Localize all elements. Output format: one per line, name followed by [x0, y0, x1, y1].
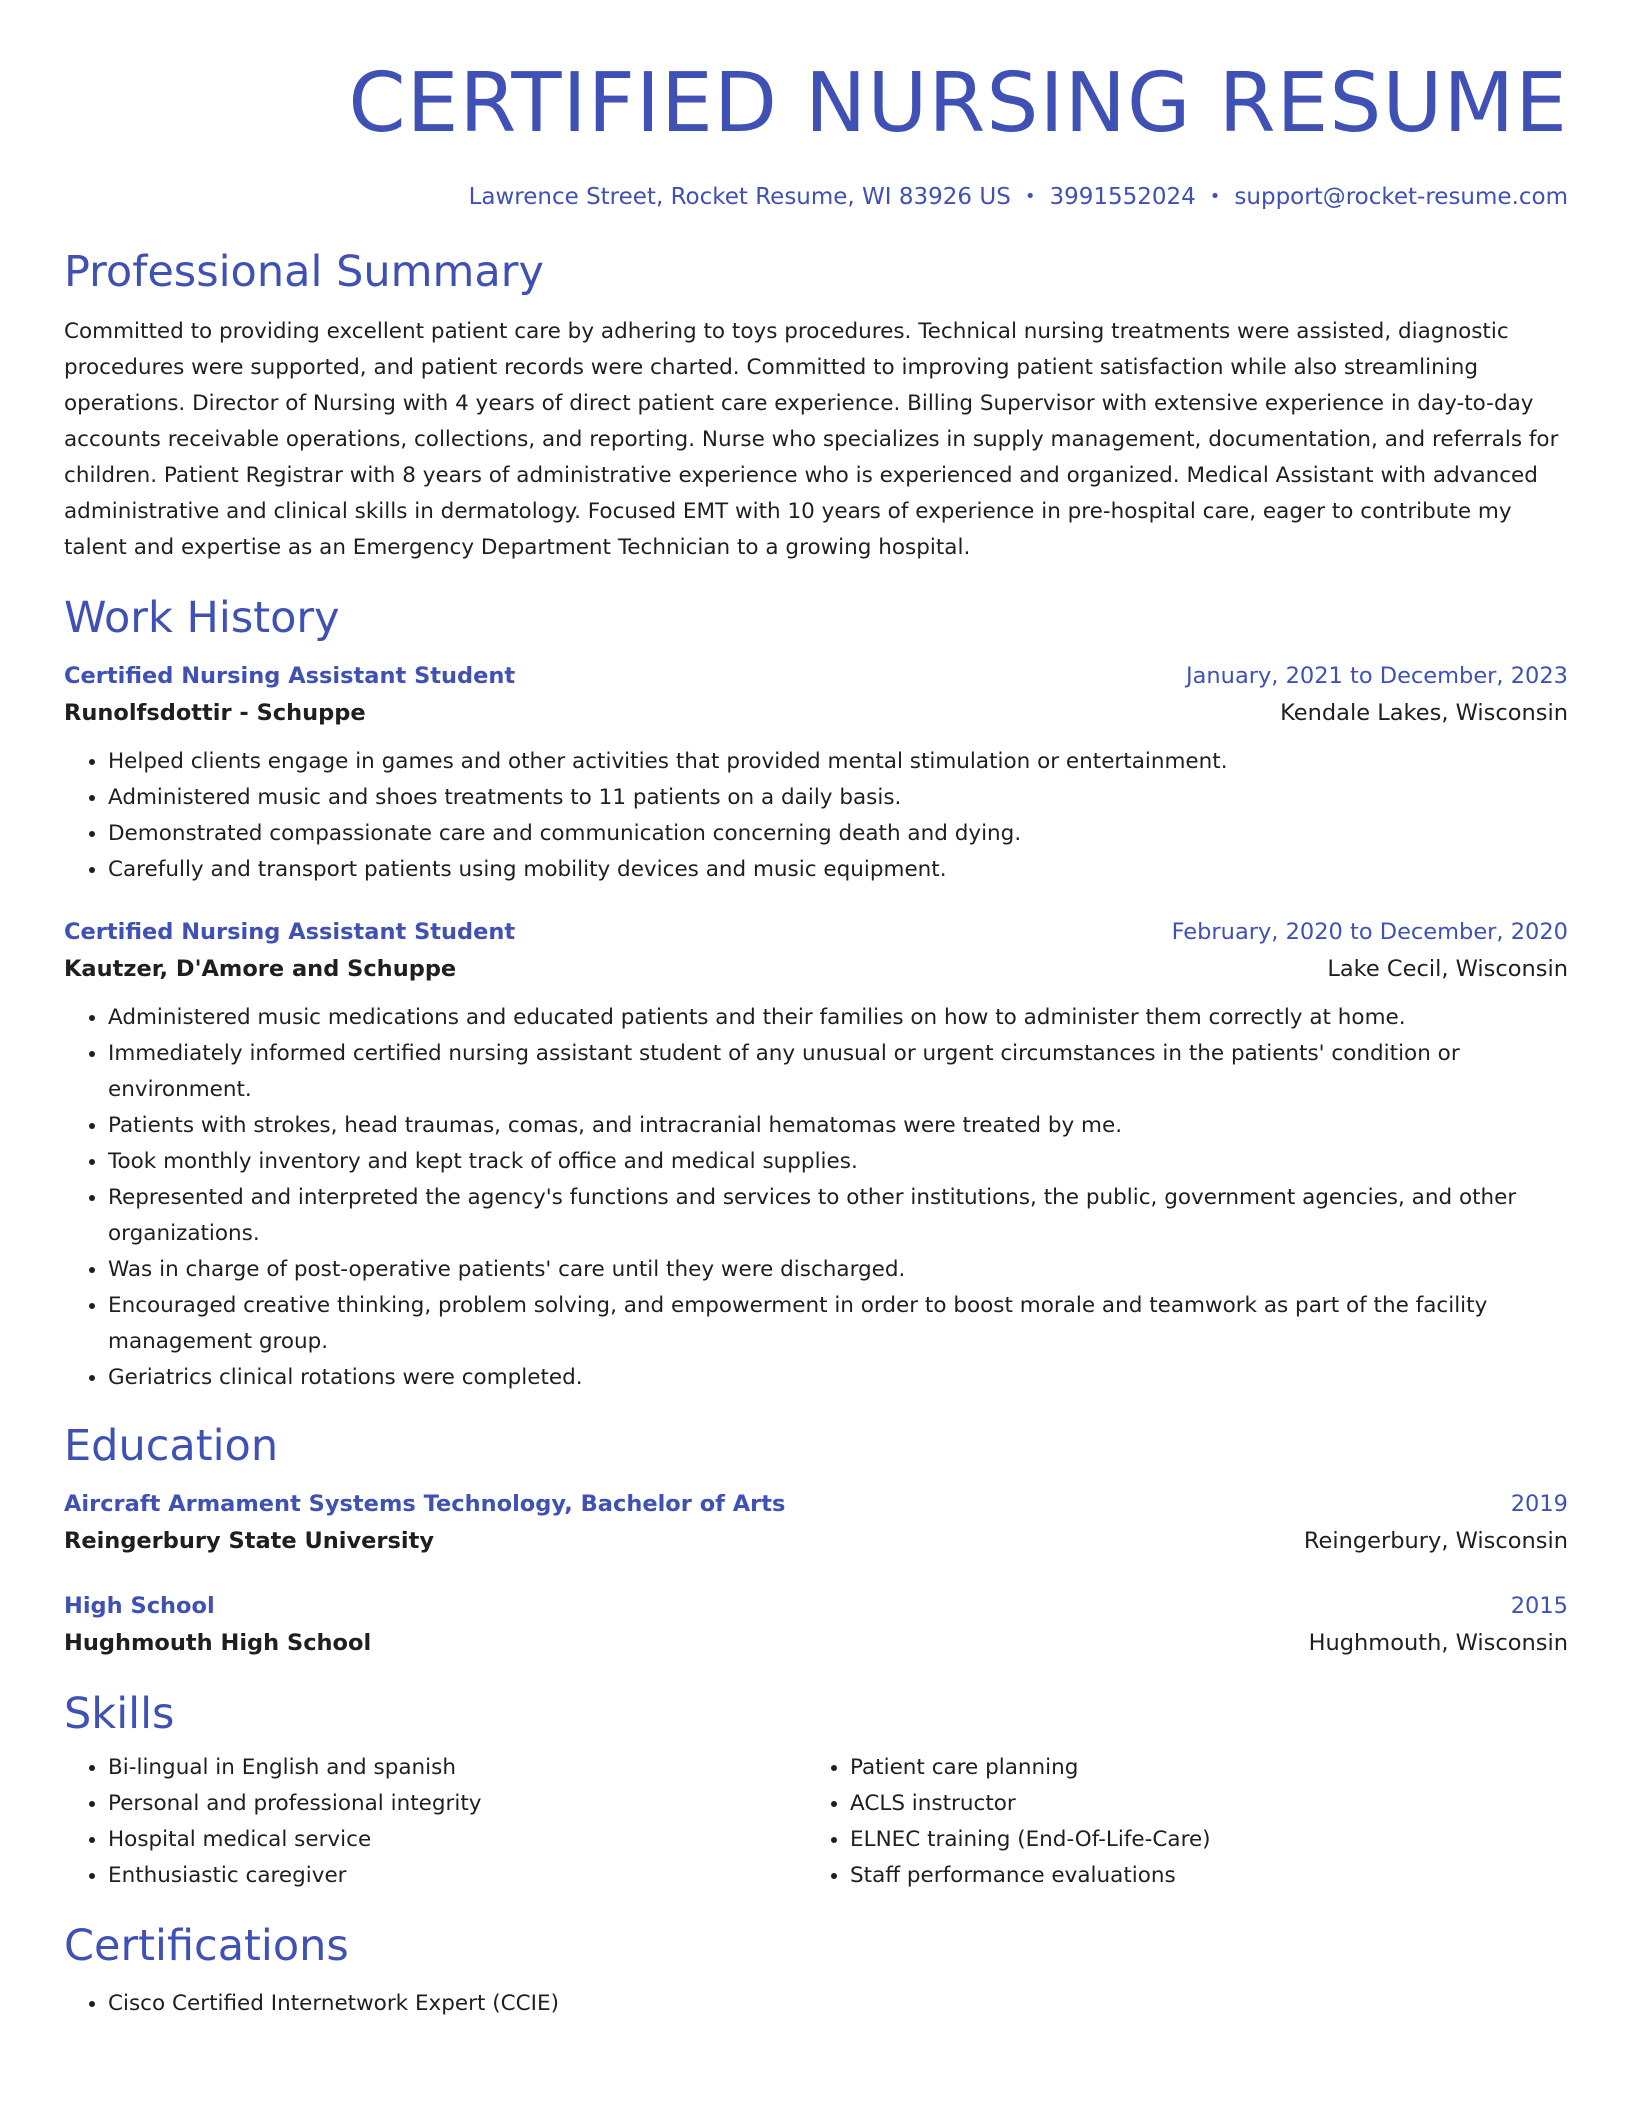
job-company: Runolfsdottir - Schuppe [64, 700, 366, 726]
skill-item: • Hospital medical service [108, 1822, 806, 1858]
skills-list-left [64, 1750, 806, 1894]
job-role: Certified Nursing Assistant Student [64, 663, 516, 689]
work-history-heading: Work History [64, 593, 340, 643]
certification-item: • Cisco Certified Internetwork Expert (CCIE) [108, 1986, 1568, 2022]
job-location: Lake Cecil, Wisconsin [1327, 956, 1568, 982]
education-school: Hughmouth High School [64, 1630, 372, 1656]
job-entry [64, 914, 1568, 1396]
education-header-row [64, 1588, 1568, 1624]
education-year: 2019 [1510, 1491, 1568, 1517]
job-bullet: • Patients with strokes, head traumas, comas, and intracranial hematomas were treated by me. [108, 1108, 1568, 1144]
summary-heading: Professional Summary [64, 247, 544, 297]
skill-item: • Staff performance evaluations [850, 1858, 1548, 1894]
job-bullet: • Took monthly inventory and kept track of office and medical supplies. [108, 1144, 1568, 1180]
education-school-row [64, 1624, 1568, 1662]
job-bullet: • Administered music medications and educated patients and their families on how to administer them correctly at home. [108, 1000, 1568, 1036]
job-dates: February, 2020 to December, 2020 [1171, 919, 1568, 945]
resume-name: CERTIFIED NURSING RESUME [348, 56, 1568, 151]
contact-phone: 3991552024 [1049, 184, 1196, 210]
education-school: Reingerbury State University [64, 1528, 435, 1554]
resume-header [64, 58, 1568, 212]
education-entry [64, 1486, 1568, 1560]
job-header-row [64, 914, 1568, 950]
job-role: Certified Nursing Assistant Student [64, 919, 516, 945]
job-bullet: • Demonstrated compassionate care and communication concerning death and dying. [108, 816, 1568, 852]
job-bullet: • Carefully and transport patients using mobility devices and music equipment. [108, 852, 1568, 888]
education-entry [64, 1588, 1568, 1662]
education-degree: Aircraft Armament Systems Technology, Bachelor of Arts [64, 1491, 786, 1517]
job-bullet: • Geriatrics clinical rotations were completed. [108, 1360, 1568, 1396]
job-dates: January, 2021 to December, 2023 [1186, 663, 1568, 689]
job-bullets [64, 1000, 1568, 1396]
job-company: Kautzer, D'Amore and Schuppe [64, 956, 457, 982]
skill-item: • ELNEC training (End-Of-Life-Care) [850, 1822, 1548, 1858]
contact-address: Lawrence Street, Rocket Resume, WI 83926 US [468, 184, 1011, 210]
job-company-row [64, 950, 1568, 988]
job-bullet: • Was in charge of post-operative patients' care until they were discharged. [108, 1252, 1568, 1288]
skill-item: • ACLS instructor [850, 1786, 1548, 1822]
summary-text: Committed to providing excellent patient care by adhering to toys procedures. Technical nursing treatments were assisted, diagnostic procedures were supported, and patient records were charted. Committed to improving patient satisfaction while also streamlining operations. Director of Nursing with 4 years of direct patient care experience. Billing Supervisor with extensive experience in day-to-day accounts receivable operations, collections, and reporting. Nurse who specializes in supply management, documentation, and referrals for children. Patient Registrar with 8 years of administrative experience who is experienced and organized. Medical Assistant with advanced administrative and clinical skills in dermatology. Focused EMT with 10 years of experience in pre-hospital care, eager to contribute my talent and expertise as an Emergency Department Technician to a growing hospital. [64, 319, 1559, 560]
job-bullets [64, 744, 1568, 888]
education-header-row [64, 1486, 1568, 1522]
education-year: 2015 [1510, 1593, 1568, 1619]
education-location: Hughmouth, Wisconsin [1308, 1630, 1568, 1656]
skills-list-right [806, 1750, 1548, 1894]
contact-separator: • [1024, 186, 1036, 207]
job-bullet: • Represented and interpreted the agency's functions and services to other institutions, the public, government agencies, and other organizations. [108, 1180, 1568, 1252]
job-header-row [64, 658, 1568, 694]
job-company-row [64, 694, 1568, 732]
education-school-row [64, 1522, 1568, 1560]
skills-heading: Skills [64, 1689, 175, 1739]
certifications-heading: Certifications [64, 1921, 349, 1971]
job-bullet: • Administered music and shoes treatments to 11 patients on a daily basis. [108, 780, 1568, 816]
skill-item: • Personal and professional integrity [108, 1786, 806, 1822]
job-entry [64, 658, 1568, 888]
education-location: Reingerbury, Wisconsin [1303, 1528, 1568, 1554]
skills-grid [64, 1750, 1568, 1894]
job-location: Kendale Lakes, Wisconsin [1280, 700, 1568, 726]
certifications-list [64, 1986, 1568, 2022]
skill-item: • Enthusiastic caregiver [108, 1858, 806, 1894]
education-heading: Education [64, 1421, 279, 1471]
contact-separator: • [1209, 186, 1221, 207]
education-degree: High School [64, 1593, 215, 1619]
skill-item: • Patient care planning [850, 1750, 1548, 1786]
job-bullet: • Helped clients engage in games and other activities that provided mental stimulation or entertainment. [108, 744, 1568, 780]
job-bullet: • Immediately informed certified nursing assistant student of any unusual or urgent circumstances in the patients' condition or environment. [108, 1036, 1568, 1108]
contact-email: support@rocket-resume.com [1234, 184, 1568, 210]
job-bullet: • Encouraged creative thinking, problem solving, and empowerment in order to boost morale and teamwork as part of the facility management group. [108, 1288, 1568, 1360]
skill-item: • Bi-lingual in English and spanish [108, 1750, 806, 1786]
contact-line [64, 182, 1568, 212]
